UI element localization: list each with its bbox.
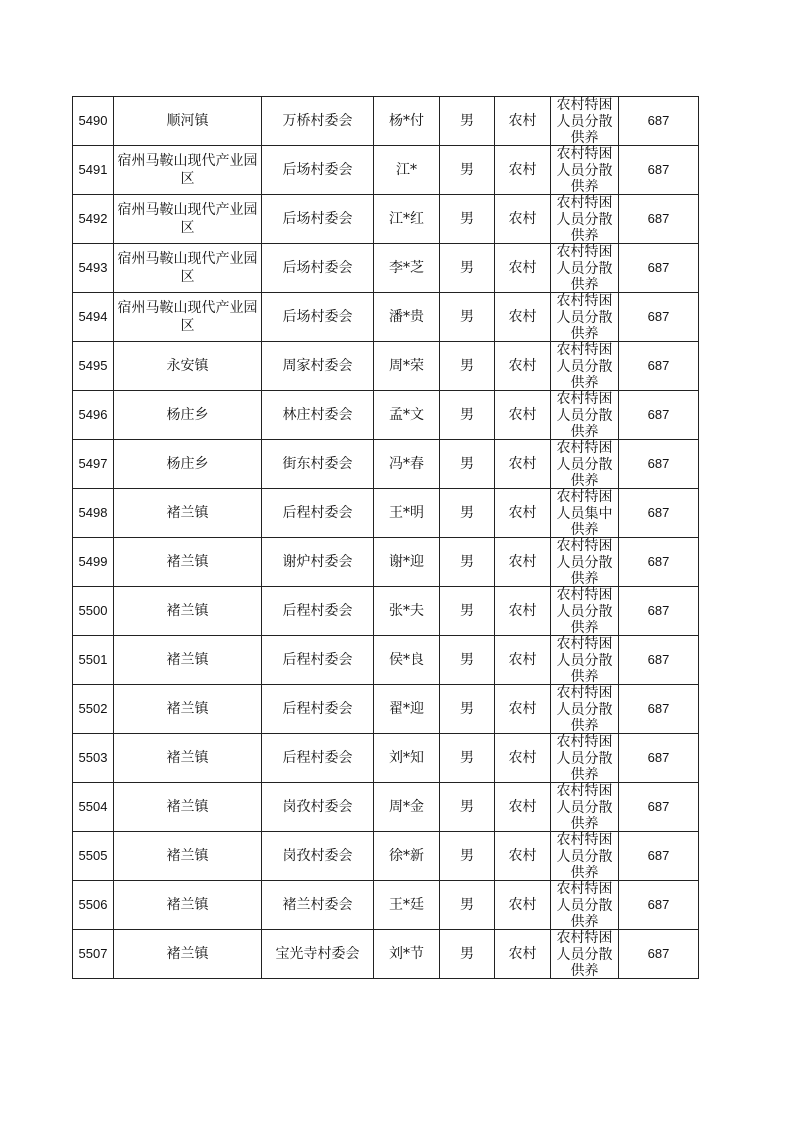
- area-cell: 农村: [495, 244, 551, 293]
- area-cell: 农村: [495, 587, 551, 636]
- person-name-cell: 潘*贵: [374, 293, 440, 342]
- village-cell: 后程村委会: [262, 489, 374, 538]
- row-number: 5500: [73, 587, 114, 636]
- row-number: 5492: [73, 195, 114, 244]
- village-cell: 后场村委会: [262, 293, 374, 342]
- category-text: 农村特困人员分散供养: [556, 881, 613, 929]
- records-table: [72, 96, 699, 979]
- town-cell: 宿州马鞍山现代产业园区: [114, 146, 262, 195]
- amount-cell: 687: [619, 244, 699, 293]
- category-text: 农村特困人员集中供养: [556, 489, 613, 537]
- person-name-cell: 谢*迎: [374, 538, 440, 587]
- town-cell: 褚兰镇: [114, 930, 262, 979]
- category-text: 农村特困人员分散供养: [556, 244, 613, 292]
- town-cell: 宿州马鞍山现代产业园区: [114, 293, 262, 342]
- amount-cell: 687: [619, 538, 699, 587]
- village-cell: 后程村委会: [262, 636, 374, 685]
- village-cell: 岗孜村委会: [262, 783, 374, 832]
- category-cell: [551, 930, 619, 979]
- gender-cell: 男: [440, 440, 495, 489]
- amount-cell: 687: [619, 391, 699, 440]
- row-number: 5498: [73, 489, 114, 538]
- person-name-cell: 江*: [374, 146, 440, 195]
- amount-cell: 687: [619, 489, 699, 538]
- category-cell: [551, 391, 619, 440]
- town-cell: 褚兰镇: [114, 881, 262, 930]
- person-name-cell: 冯*春: [374, 440, 440, 489]
- town-cell: 褚兰镇: [114, 832, 262, 881]
- table-row: [73, 783, 699, 832]
- table-row: [73, 146, 699, 195]
- table-row: [73, 636, 699, 685]
- gender-cell: 男: [440, 342, 495, 391]
- amount-cell: 687: [619, 734, 699, 783]
- row-number: 5493: [73, 244, 114, 293]
- town-cell: 宿州马鞍山现代产业园区: [114, 244, 262, 293]
- person-name-cell: 徐*新: [374, 832, 440, 881]
- town-cell: 褚兰镇: [114, 636, 262, 685]
- row-number: 5505: [73, 832, 114, 881]
- area-cell: 农村: [495, 146, 551, 195]
- village-cell: 谢炉村委会: [262, 538, 374, 587]
- table-body: [73, 97, 699, 979]
- category-text: 农村特困人员分散供养: [556, 734, 613, 782]
- category-cell: [551, 97, 619, 146]
- village-cell: 岗孜村委会: [262, 832, 374, 881]
- row-number: 5501: [73, 636, 114, 685]
- row-number: 5490: [73, 97, 114, 146]
- gender-cell: 男: [440, 244, 495, 293]
- category-cell: [551, 636, 619, 685]
- town-cell: 褚兰镇: [114, 489, 262, 538]
- category-cell: [551, 244, 619, 293]
- category-cell: [551, 538, 619, 587]
- village-cell: 街东村委会: [262, 440, 374, 489]
- town-cell: 褚兰镇: [114, 734, 262, 783]
- table-row: [73, 587, 699, 636]
- person-name-cell: 张*夫: [374, 587, 440, 636]
- category-cell: [551, 685, 619, 734]
- gender-cell: 男: [440, 489, 495, 538]
- category-cell: [551, 146, 619, 195]
- category-text: 农村特困人员分散供养: [556, 832, 613, 880]
- table-row: [73, 440, 699, 489]
- category-cell: [551, 783, 619, 832]
- table-row: [73, 195, 699, 244]
- village-cell: 后场村委会: [262, 244, 374, 293]
- village-cell: 后场村委会: [262, 195, 374, 244]
- table-row: [73, 342, 699, 391]
- row-number: 5494: [73, 293, 114, 342]
- town-cell: 褚兰镇: [114, 587, 262, 636]
- amount-cell: 687: [619, 930, 699, 979]
- gender-cell: 男: [440, 636, 495, 685]
- gender-cell: 男: [440, 881, 495, 930]
- table-row: [73, 881, 699, 930]
- area-cell: 农村: [495, 97, 551, 146]
- category-cell: [551, 832, 619, 881]
- area-cell: 农村: [495, 440, 551, 489]
- gender-cell: 男: [440, 97, 495, 146]
- town-cell: 杨庄乡: [114, 440, 262, 489]
- table-row: [73, 293, 699, 342]
- person-name-cell: 江*红: [374, 195, 440, 244]
- row-number: 5504: [73, 783, 114, 832]
- village-cell: 褚兰村委会: [262, 881, 374, 930]
- area-cell: 农村: [495, 342, 551, 391]
- category-text: 农村特困人员分散供养: [556, 146, 613, 194]
- category-cell: [551, 881, 619, 930]
- area-cell: 农村: [495, 734, 551, 783]
- table-row: [73, 489, 699, 538]
- row-number: 5496: [73, 391, 114, 440]
- amount-cell: 687: [619, 636, 699, 685]
- area-cell: 农村: [495, 195, 551, 244]
- category-text: 农村特困人员分散供养: [556, 930, 613, 978]
- town-cell: 褚兰镇: [114, 538, 262, 587]
- area-cell: 农村: [495, 391, 551, 440]
- table-row: [73, 244, 699, 293]
- category-text: 农村特困人员分散供养: [556, 97, 613, 145]
- person-name-cell: 王*明: [374, 489, 440, 538]
- village-cell: 万桥村委会: [262, 97, 374, 146]
- gender-cell: 男: [440, 146, 495, 195]
- area-cell: 农村: [495, 538, 551, 587]
- category-cell: [551, 342, 619, 391]
- amount-cell: 687: [619, 587, 699, 636]
- amount-cell: 687: [619, 832, 699, 881]
- gender-cell: 男: [440, 293, 495, 342]
- category-text: 农村特困人员分散供养: [556, 783, 613, 831]
- category-text: 农村特困人员分散供养: [556, 440, 613, 488]
- amount-cell: 687: [619, 293, 699, 342]
- town-cell: 褚兰镇: [114, 783, 262, 832]
- area-cell: 农村: [495, 685, 551, 734]
- village-cell: 宝光寺村委会: [262, 930, 374, 979]
- village-cell: 周家村委会: [262, 342, 374, 391]
- town-cell: 宿州马鞍山现代产业园区: [114, 195, 262, 244]
- table-row: [73, 832, 699, 881]
- table-row: [73, 391, 699, 440]
- town-cell: 褚兰镇: [114, 685, 262, 734]
- town-cell: 永安镇: [114, 342, 262, 391]
- row-number: 5502: [73, 685, 114, 734]
- person-name-cell: 刘*节: [374, 930, 440, 979]
- amount-cell: 687: [619, 146, 699, 195]
- area-cell: 农村: [495, 489, 551, 538]
- person-name-cell: 杨*付: [374, 97, 440, 146]
- village-cell: 后场村委会: [262, 146, 374, 195]
- town-cell: 杨庄乡: [114, 391, 262, 440]
- person-name-cell: 周*荣: [374, 342, 440, 391]
- category-cell: [551, 587, 619, 636]
- area-cell: 农村: [495, 783, 551, 832]
- table-row: [73, 930, 699, 979]
- category-text: 农村特困人员分散供养: [556, 685, 613, 733]
- amount-cell: 687: [619, 783, 699, 832]
- amount-cell: 687: [619, 195, 699, 244]
- category-text: 农村特困人员分散供养: [556, 342, 613, 390]
- category-text: 农村特困人员分散供养: [556, 636, 613, 684]
- category-cell: [551, 489, 619, 538]
- amount-cell: 687: [619, 881, 699, 930]
- row-number: 5503: [73, 734, 114, 783]
- category-cell: [551, 293, 619, 342]
- area-cell: 农村: [495, 930, 551, 979]
- table-row: [73, 538, 699, 587]
- gender-cell: 男: [440, 783, 495, 832]
- row-number: 5506: [73, 881, 114, 930]
- area-cell: 农村: [495, 881, 551, 930]
- table-row: [73, 685, 699, 734]
- category-cell: [551, 734, 619, 783]
- row-number: 5499: [73, 538, 114, 587]
- row-number: 5491: [73, 146, 114, 195]
- category-text: 农村特困人员分散供养: [556, 195, 613, 243]
- category-text: 农村特困人员分散供养: [556, 293, 613, 341]
- person-name-cell: 翟*迎: [374, 685, 440, 734]
- row-number: 5497: [73, 440, 114, 489]
- table-row: [73, 97, 699, 146]
- town-cell: 顺河镇: [114, 97, 262, 146]
- person-name-cell: 周*金: [374, 783, 440, 832]
- area-cell: 农村: [495, 636, 551, 685]
- category-cell: [551, 195, 619, 244]
- gender-cell: 男: [440, 391, 495, 440]
- person-name-cell: 李*芝: [374, 244, 440, 293]
- category-text: 农村特困人员分散供养: [556, 391, 613, 439]
- person-name-cell: 侯*良: [374, 636, 440, 685]
- row-number: 5495: [73, 342, 114, 391]
- area-cell: 农村: [495, 832, 551, 881]
- village-cell: 林庄村委会: [262, 391, 374, 440]
- amount-cell: 687: [619, 685, 699, 734]
- gender-cell: 男: [440, 832, 495, 881]
- amount-cell: 687: [619, 97, 699, 146]
- category-cell: [551, 440, 619, 489]
- person-name-cell: 王*廷: [374, 881, 440, 930]
- gender-cell: 男: [440, 930, 495, 979]
- area-cell: 农村: [495, 293, 551, 342]
- amount-cell: 687: [619, 342, 699, 391]
- person-name-cell: 刘*知: [374, 734, 440, 783]
- gender-cell: 男: [440, 685, 495, 734]
- person-name-cell: 孟*文: [374, 391, 440, 440]
- category-text: 农村特困人员分散供养: [556, 587, 613, 635]
- table-row: [73, 734, 699, 783]
- village-cell: 后程村委会: [262, 685, 374, 734]
- gender-cell: 男: [440, 538, 495, 587]
- village-cell: 后程村委会: [262, 587, 374, 636]
- gender-cell: 男: [440, 587, 495, 636]
- gender-cell: 男: [440, 734, 495, 783]
- village-cell: 后程村委会: [262, 734, 374, 783]
- category-text: 农村特困人员分散供养: [556, 538, 613, 586]
- row-number: 5507: [73, 930, 114, 979]
- amount-cell: 687: [619, 440, 699, 489]
- gender-cell: 男: [440, 195, 495, 244]
